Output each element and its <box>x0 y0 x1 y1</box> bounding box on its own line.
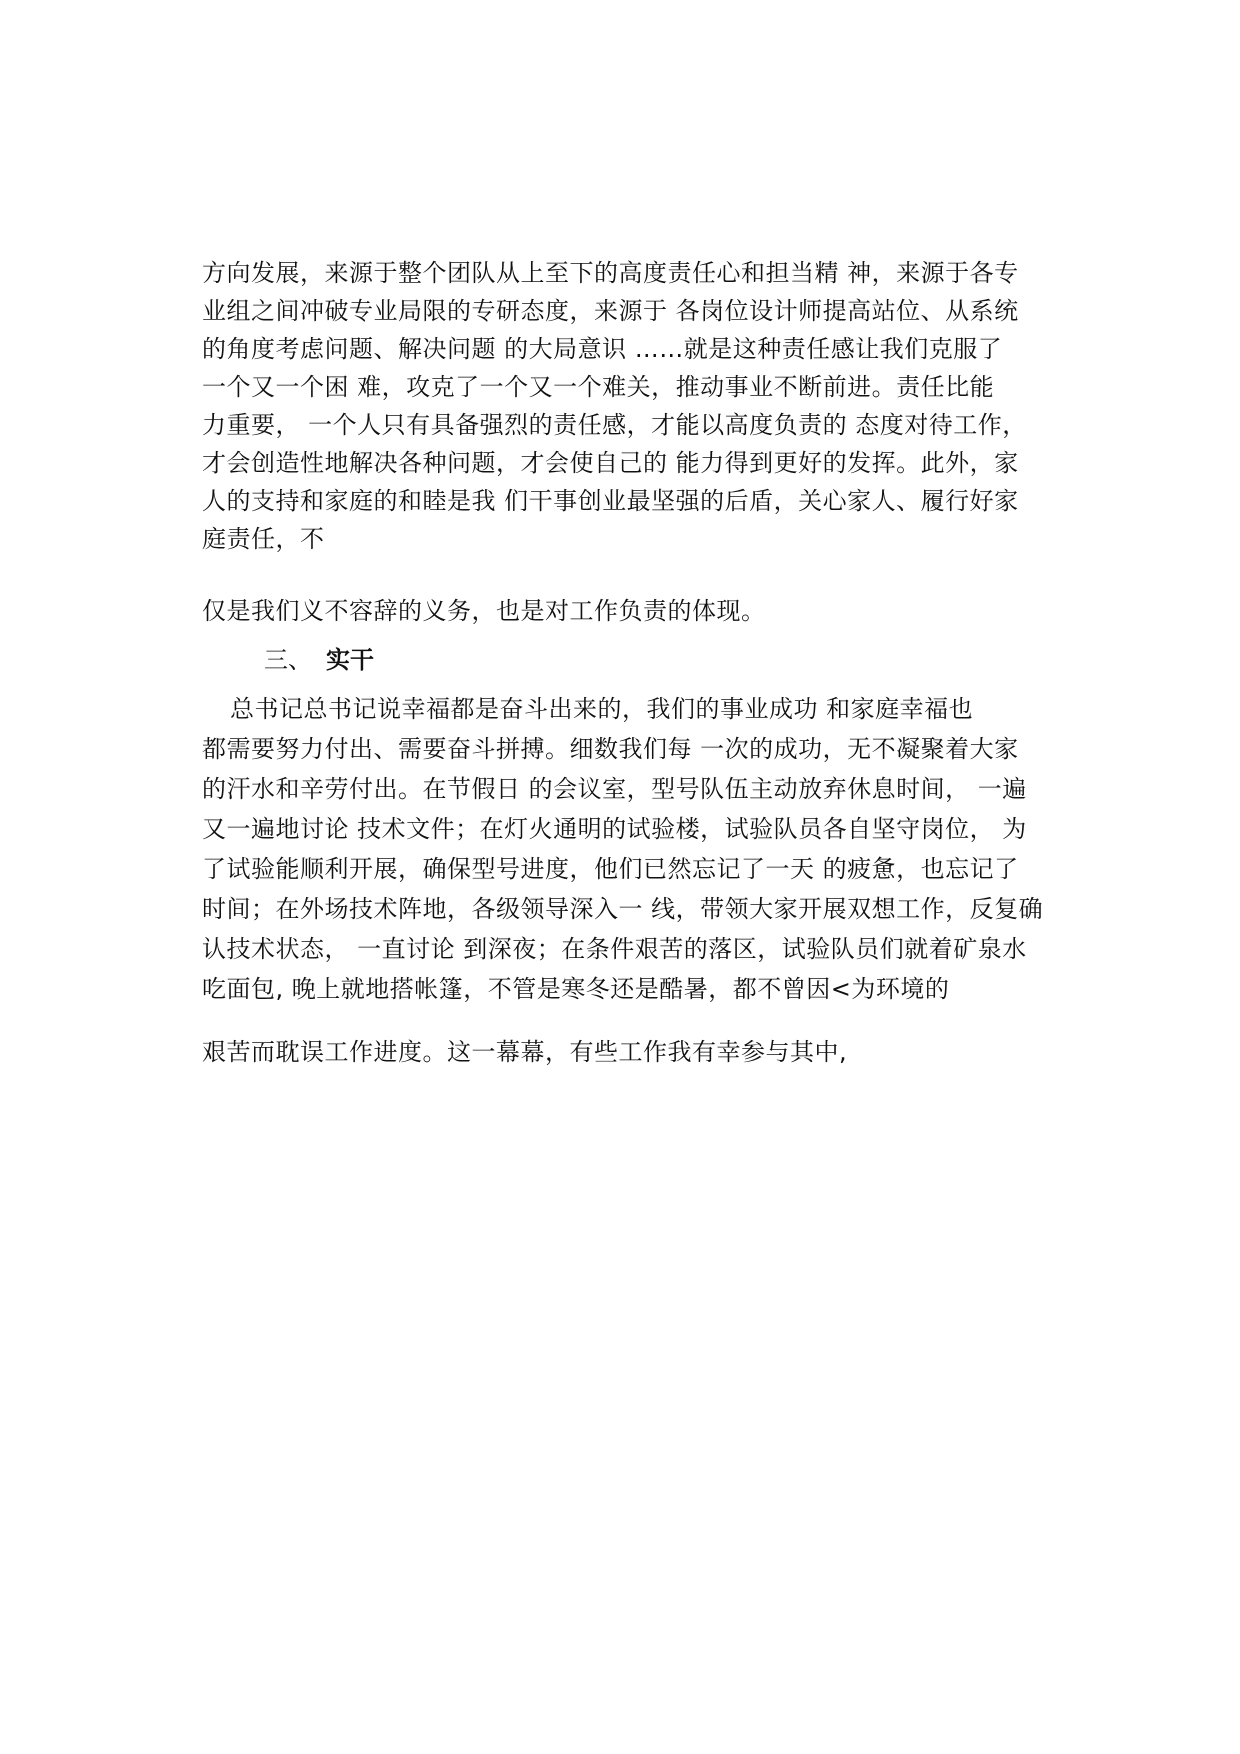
paragraph-line: 一个又一个困 难，攻克了一个又一个难关，推动事业不断前进。责任比能 <box>202 373 995 401</box>
paragraph-line: 人的支持和家庭的和睦是我 们干事创业最坚强的后盾，关心家人、履行好家 <box>202 487 1019 515</box>
paragraph-line: 时间；在外场技术阵地，各级领导深入一 线，带领大家开展双想工作，反复确 <box>202 895 1044 923</box>
paragraph-line: 都需要努力付出、需要奋斗拼搏。细数我们每 一次的成功，无不凝聚着大家 <box>202 735 1019 763</box>
paragraph-line: 才会创造性地解决各种问题，才会使自己的 能力得到更好的发挥。此外，家 <box>202 449 1019 477</box>
paragraph-line: 了试验能顺利开展，确保型号进度，他们已然忘记了一天 的疲惫，也忘记了 <box>202 855 1019 883</box>
paragraph-line: 庭责任，不 <box>202 525 325 553</box>
paragraph-line: 仅是我们义不容辞的义务，也是对工作负责的体现。 <box>202 597 766 625</box>
paragraph-line: 又一遍地讨论 技术文件；在灯火通明的试验楼，试验队员各自坚守岗位， 为 <box>202 815 1027 843</box>
paragraph-line: 吃面包, 晚上就地搭帐篷，不管是寒冬还是酷暑，都不曾因<为环境的 <box>202 975 950 1003</box>
paragraph-line: 业组之间冲破专业局限的专研态度，来源于 各岗位设计师提高站位、从系统 <box>202 297 1019 325</box>
section-heading <box>264 645 374 675</box>
paragraph-line: 总书记总书记说幸福都是奋斗出来的，我们的事业成功 和家庭幸福也 <box>230 695 974 723</box>
paragraph-line: 方向发展，来源于整个团队从上至下的高度责任心和担当精 神，来源于各专 <box>202 259 1019 287</box>
paragraph-line: 艰苦而耽误工作进度。这一幕幕，有些工作我有幸参与其中, <box>202 1038 848 1066</box>
section-title: 实干 <box>326 646 374 674</box>
paragraph-line: 的汗水和辛劳付出。在节假日 的会议室，型号队伍主动放弃休息时间， 一遍 <box>202 775 1027 803</box>
section-number: 三、 <box>264 646 312 674</box>
paragraph-line: 的角度考虑问题、解决问题 的大局意识 ……就是这种责任感让我们克服了 <box>202 335 1003 363</box>
paragraph-line: 力重要， 一个人只有具备强烈的责任感，才能以高度负责的 态度对待工作， <box>202 411 1027 439</box>
paragraph-line: 认技术状态， 一直讨论 到深夜；在条件艰苦的落区，试验队员们就着矿泉水 <box>202 935 1027 963</box>
